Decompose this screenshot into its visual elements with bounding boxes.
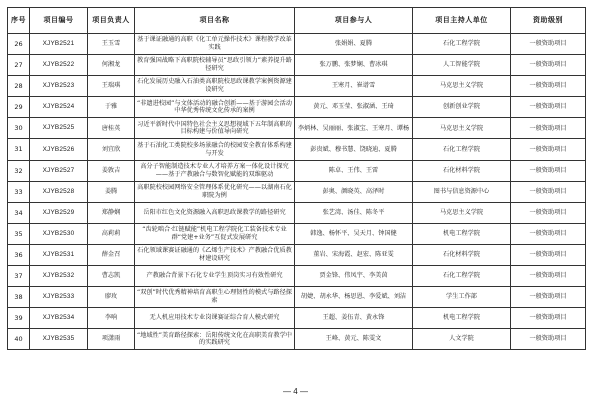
header-unit: 项目主持人单位 xyxy=(413,8,511,34)
cell-members: 张艺湾、汤佳、陈冬平 xyxy=(295,202,413,223)
table-row xyxy=(8,329,586,350)
cell-leader: 高莉莉 xyxy=(88,223,135,244)
table-row xyxy=(8,266,586,287)
cell-members: 王峰、黄元、陈雯文 xyxy=(295,329,413,350)
cell-project-name: 习近平新时代中国特色社会主义思想视域下五年制高职的目标构建与价值导向研究 xyxy=(135,118,295,139)
cell-code: XJYB2530 xyxy=(30,223,88,244)
table-row xyxy=(8,76,586,97)
header-members: 项目参与人 xyxy=(295,8,413,34)
cell-code: XJYB2523 xyxy=(30,76,88,97)
cell-level: 一般资助项目 xyxy=(511,202,586,223)
cell-level: 一般资助项目 xyxy=(511,118,586,139)
cell-unit: 图书与信息资源中心 xyxy=(413,181,511,202)
cell-project-name: 石化领域课赛证融通的《乙烯生产技术》产教融合优质教材建设研究 xyxy=(135,244,295,265)
cell-code: XJYB2524 xyxy=(30,97,88,118)
cell-unit: 机电工程学院 xyxy=(413,223,511,244)
header-leader: 项目负责人 xyxy=(88,8,135,34)
cell-leader: 刘宜欣 xyxy=(88,139,135,160)
table-row xyxy=(8,118,586,139)
cell-members: 彭奥、颜晓英、高泽时 xyxy=(295,181,413,202)
cell-leader: 王瑞琪 xyxy=(88,76,135,97)
cell-project-name: 基于石油化工类院校多场景融合的校园安全教育体系构建与开发 xyxy=(135,139,295,160)
table-row xyxy=(8,287,586,308)
cell-level: 一般资助项目 xyxy=(511,139,586,160)
cell-members: 张娟娟、夏腾 xyxy=(295,34,413,55)
cell-project-name: 高分子智能制造技术专业人才培养方案一体化设计探究——基于产教融合与数智化赋能的双维驱动 xyxy=(135,160,295,181)
cell-level: 一般资助项目 xyxy=(511,244,586,265)
cell-no: 35 xyxy=(8,223,30,244)
table-row xyxy=(8,34,586,55)
cell-unit: 创新创业学院 xyxy=(413,97,511,118)
cell-no: 28 xyxy=(8,76,30,97)
cell-no: 26 xyxy=(8,34,30,55)
cell-no: 31 xyxy=(8,139,30,160)
cell-members: 王寒月、崔谱雪 xyxy=(295,76,413,97)
cell-level: 一般资助项目 xyxy=(511,266,586,287)
cell-no: 30 xyxy=(8,118,30,139)
cell-level: 一般资助项目 xyxy=(511,287,586,308)
cell-leader: 曹志凯 xyxy=(88,266,135,287)
cell-project-name: 岳阳市红色文化资源融入高职思政课教学的路径研究 xyxy=(135,202,295,223)
cell-project-name: 石化发展历史融入石油类高职院校思政课教学案例资源建设研究 xyxy=(135,76,295,97)
cell-level: 一般资助项目 xyxy=(511,160,586,181)
cell-leader: 于雅 xyxy=(88,97,135,118)
header-level: 资助级别 xyxy=(511,8,586,34)
cell-leader: 姜腾 xyxy=(88,181,135,202)
cell-leader: 何湘龙 xyxy=(88,55,135,76)
cell-members: 陈卓、王伟、王雷 xyxy=(295,160,413,181)
cell-members: 贾金锋、伟凤宇、李美茵 xyxy=(295,266,413,287)
cell-unit: 石化材料学院 xyxy=(413,160,511,181)
header-code: 项目编号 xyxy=(30,8,88,34)
cell-code: XJYB2533 xyxy=(30,287,88,308)
cell-leader: 唐桂英 xyxy=(88,118,135,139)
cell-code: XJYB2528 xyxy=(30,181,88,202)
table-body xyxy=(8,34,586,350)
cell-members: 彭贵斌、穆书慧、饶晓迪、夏腾 xyxy=(295,139,413,160)
cell-project-name: 教育强国战略下高职院校辅导员“思政引领力”素养提升路径研究 xyxy=(135,55,295,76)
cell-level: 一般资助项目 xyxy=(511,34,586,55)
cell-project-name: 高职院校校园网络安全管理体系优化研究——以湖南石化职院为例 xyxy=(135,181,295,202)
cell-no: 39 xyxy=(8,308,30,329)
cell-no: 38 xyxy=(8,287,30,308)
cell-unit: 学生工作部 xyxy=(413,287,511,308)
cell-project-name: “地域性”美育路径探索：岳阳传统文化在高职美育教学中的实践研究 xyxy=(135,329,295,350)
cell-leader: 李响 xyxy=(88,308,135,329)
cell-leader: 姜敦吉 xyxy=(88,160,135,181)
table-row xyxy=(8,139,586,160)
cell-members: 李炳林、吴丽丽、张淑宝、王寒月、谭杨 xyxy=(295,118,413,139)
cell-project-name: 无人机应用技术专业岗课赛证综合育人模式研究 xyxy=(135,308,295,329)
cell-unit: 人工智能学院 xyxy=(413,55,511,76)
table-row xyxy=(8,160,586,181)
cell-members: 胡婕、胡永华、杨思恩、李爱斌、刘洁 xyxy=(295,287,413,308)
cell-code: XJYB2527 xyxy=(30,160,88,181)
table-row xyxy=(8,308,586,329)
cell-project-name: “非遗进校园”与文体活动的融合创新——基于游园会活动中华优秀传统文化传承的案例 xyxy=(135,97,295,118)
cell-code: XJYB2526 xyxy=(30,139,88,160)
cell-project-name: “双创”时代优秀精神培育高职生心理韧性的模式与路径探索 xyxy=(135,287,295,308)
project-table xyxy=(7,7,586,350)
cell-project-name: 基于课证融通的高职《化工单元操作技术》课程教学改革实践 xyxy=(135,34,295,55)
cell-code: XJYB2535 xyxy=(30,329,88,350)
table-row xyxy=(8,181,586,202)
cell-level: 一般资助项目 xyxy=(511,223,586,244)
cell-no: 34 xyxy=(8,202,30,223)
table-header-row xyxy=(8,8,586,34)
cell-code: XJYB2529 xyxy=(30,202,88,223)
cell-unit: 机电工程学院 xyxy=(413,308,511,329)
cell-no: 29 xyxy=(8,97,30,118)
header-name: 项目名称 xyxy=(135,8,295,34)
cell-level: 一般资助项目 xyxy=(511,76,586,97)
table-row xyxy=(8,55,586,76)
table-row xyxy=(8,97,586,118)
cell-level: 一般资助项目 xyxy=(511,181,586,202)
cell-no: 40 xyxy=(8,329,30,350)
cell-leader: 廖玫 xyxy=(88,287,135,308)
cell-leader: 郑静娴 xyxy=(88,202,135,223)
cell-members: 董岩、宋海霞、赵宏、陈亚雯 xyxy=(295,244,413,265)
cell-no: 27 xyxy=(8,55,30,76)
cell-unit: 马克思主义学院 xyxy=(413,118,511,139)
cell-code: XJYB2531 xyxy=(30,244,88,265)
cell-unit: 人文学院 xyxy=(413,329,511,350)
cell-level: 一般资助项目 xyxy=(511,97,586,118)
cell-leader: 项潇雨 xyxy=(88,329,135,350)
cell-unit: 马克思主义学院 xyxy=(413,76,511,97)
cell-leader: 王玉雪 xyxy=(88,34,135,55)
cell-code: XJYB2521 xyxy=(30,34,88,55)
cell-unit: 石化工程学院 xyxy=(413,139,511,160)
header-no: 序号 xyxy=(8,8,30,34)
cell-members: 韩逸、杨怀平、吴天月、钟国健 xyxy=(295,223,413,244)
cell-level: 一般资助项目 xyxy=(511,329,586,350)
table-row xyxy=(8,223,586,244)
cell-no: 32 xyxy=(8,160,30,181)
cell-no: 33 xyxy=(8,181,30,202)
cell-no: 36 xyxy=(8,244,30,265)
cell-project-name: “齿轮啮合·红链赋能”机电工程学院化工装备技术专业群“党建+业务”互促式发展研究 xyxy=(135,223,295,244)
cell-members: 王超、姜伍青、黄永锋 xyxy=(295,308,413,329)
cell-unit: 马克思主义学院 xyxy=(413,202,511,223)
cell-code: XJYB2534 xyxy=(30,308,88,329)
cell-unit: 石化工程学院 xyxy=(413,34,511,55)
cell-unit: 石化工程学院 xyxy=(413,266,511,287)
table-row xyxy=(8,202,586,223)
cell-project-name: 产教融合背景下石化专业学生顶岗实习有效性研究 xyxy=(135,266,295,287)
cell-leader: 薛金召 xyxy=(88,244,135,265)
cell-unit: 石化材料学院 xyxy=(413,244,511,265)
cell-members: 黄元、邓玉莹、张淑涵、王琦 xyxy=(295,97,413,118)
table-row xyxy=(8,244,586,265)
cell-level: 一般资助项目 xyxy=(511,55,586,76)
cell-code: XJYB2522 xyxy=(30,55,88,76)
cell-code: XJYB2532 xyxy=(30,266,88,287)
cell-code: XJYB2525 xyxy=(30,118,88,139)
cell-members: 张万鹏、张梦娴、曹冰琪 xyxy=(295,55,413,76)
cell-level: 一般资助项目 xyxy=(511,308,586,329)
cell-no: 37 xyxy=(8,266,30,287)
page-number: — 4 — xyxy=(283,387,308,396)
